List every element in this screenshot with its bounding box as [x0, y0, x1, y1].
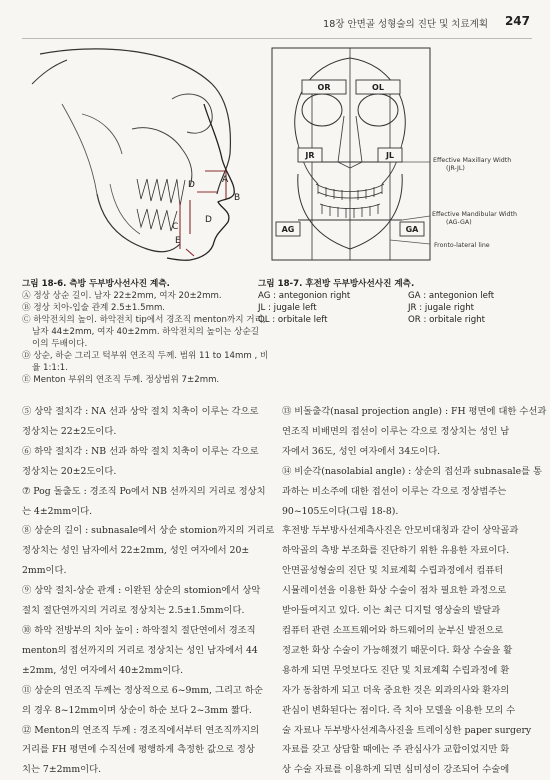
body-column-left	[22, 402, 275, 780]
label-max-width-sub: (JR-JL)	[446, 165, 465, 172]
caption-figure-18-7	[258, 278, 533, 326]
caption-cell: JL : jugale left	[258, 303, 317, 313]
body-text-line: 정상치는 20±2도이다.	[22, 465, 117, 477]
body-text-line: 자에서 36도, 성인 여자에서 34도이다.	[282, 445, 441, 457]
body-text-line: 정상치는 성인 남자에서 22±2mm, 성인 여자에서 20±	[22, 545, 250, 557]
point-label: D	[188, 180, 195, 190]
caption-title: 그림 18-6. 측방 두부방사선사진 계측.	[22, 279, 170, 289]
body-text-line: 자가 동참하게 되고 더욱 중요한 것은 외과의사와 환자의	[282, 684, 510, 696]
page-number: 247	[504, 14, 530, 28]
figure-lateral-ceph	[22, 44, 252, 269]
caption-cell: AG : antegonion right	[258, 291, 351, 301]
body-text-line: 관심이 변화된다는 점이다. 즉 치아 모델을 이용한 모의 수	[282, 704, 516, 716]
caption-cell: JR : jugale right	[408, 303, 475, 313]
body-text-line: 치는 7±2mm이다.	[22, 764, 102, 776]
caption-row	[258, 302, 533, 314]
body-text-line: 의 경우 8~12mm이며 상순이 하순 보다 2~3mm 짧다.	[22, 704, 252, 716]
body-text-line: ⑫ Menton의 연조직 두께 : 경조직에서부터 연조직까지의	[22, 724, 260, 736]
body-text-line: 안면골성형술의 진단 및 치료계획 수립과정에서 컴퓨터	[282, 565, 504, 577]
caption-line: Ⓐ 정상 상순 길이. 남자 22±2mm, 여자 20±2mm.	[22, 291, 222, 301]
body-text-line: 정교한 화상 수술이 가능해졌기 때문이다. 화상 수술을 활	[282, 644, 513, 656]
label-fronto-lateral: Fronto-lateral line	[434, 242, 490, 249]
body-text-line: 자료를 갖고 상담할 때에는 주 관심사가 교합이었지만 화	[282, 744, 510, 756]
caption-line: 이의 두배이다.	[32, 339, 88, 349]
running-title: 18장 안면골 성형술의 진단 및 치료계획	[323, 19, 488, 30]
body-text-line: 후전방 두부방사선계측사진은 안모비대칭과 같이 상악골과	[282, 525, 519, 537]
point-label: A	[222, 175, 229, 185]
body-text-line: 하악골의 측방 부조화를 진단하기 위한 유용한 자료이다.	[282, 545, 510, 557]
caption-line: 남자 44±2mm, 여자 40±2mm. 하악전치의 높이는 상순길	[32, 327, 260, 337]
caption-line: Ⓑ 정상 치아-입술 관계 2.5±1.5mm.	[22, 303, 166, 313]
body-text-line: 는 4±2mm이다.	[22, 505, 93, 517]
body-text-line: 90~105도이다(그림 18-8).	[282, 505, 399, 517]
body-text-line: 정상치는 22±2도이다.	[22, 425, 117, 437]
body-text-line: ⑧ 상순의 길이 : subnasale에서 상순 stomion까지의 거리로	[22, 525, 275, 537]
body-text-line: ⑬ 비돌출각(nasal projection angle) : FH 평면에 대한 수선과	[282, 406, 547, 417]
label-ag: AG	[281, 225, 295, 234]
header-rule	[22, 38, 532, 39]
body-text-line: 술 자료나 두부방사선계측사진을 트레이싱한 paper surgery	[282, 724, 532, 736]
caption-row	[258, 314, 533, 326]
caption-line: Ⓒ 하악전치의 높이. 하악전치 tip에서 경조직 menton까지 거리,	[22, 315, 266, 325]
label-max-width: Effective Maxillary Width	[433, 157, 512, 164]
body-text-line: ⑨ 상악 절치-상순 관계 : 이완된 상순의 stomion에서 상악	[22, 585, 261, 597]
point-label: E	[175, 236, 181, 246]
caption-cell: OR : orbitale right	[408, 315, 485, 325]
body-text-line: 절치 절단연까지의 거리로 정상치는 2.5±1.5mm이다.	[22, 605, 245, 617]
body-column-right	[282, 402, 547, 780]
label-mand-width: Effective Mandibular Width	[432, 211, 517, 218]
pa-ceph-illustration	[258, 44, 533, 264]
caption-line: 율 1:1:1.	[32, 363, 68, 373]
figure-pa-ceph	[258, 44, 533, 264]
label-ga: GA	[405, 225, 419, 234]
label-mand-width-sub: (AG-GA)	[446, 219, 472, 226]
point-label: C	[172, 222, 179, 232]
body-text-line: ⑭ 비순각(nasolabial angle) : 상순의 접선과 subnasale를 통	[282, 465, 542, 477]
body-text-line: ⑦ Pog 돌출도 : 경조직 Po에서 NB 선까지의 거리로 정상치	[22, 485, 266, 497]
body-text-line: ⑥ 하악 절치각 : NB 선과 하악 절치 치축이 이루는 각으로	[22, 445, 259, 457]
body-text-line: ±2mm, 성인 여자에서 40±2mm이다.	[22, 664, 184, 676]
body-text-line: 연조직 비배면의 접선이 이루는 각으로 정상치는 성인 남	[282, 425, 510, 437]
label-ol: OL	[372, 83, 384, 92]
body-text-line: ⑤ 상악 절치각 : NA 선과 상악 절치 치축이 이루는 각으로	[22, 406, 259, 417]
label-or: OR	[317, 83, 331, 92]
body-text-line: 컴퓨터 관련 소프트웨어와 하드웨어의 눈부신 발전으로	[282, 624, 504, 636]
label-jl: JL	[385, 151, 395, 160]
body-text-line: 받아들여지고 있다. 이는 최근 디지털 영상술의 발달과	[282, 605, 501, 617]
body-text-line: 과하는 비소주에 대한 접선이 이루는 각으로 정상범주는	[282, 485, 507, 497]
body-text-line: 2mm이다.	[22, 565, 67, 577]
caption-line: Ⓔ Menton 부위의 연조직 두께. 정상범위 7±2mm.	[22, 375, 220, 385]
body-text-line: 시뮬레이션을 이용한 화상 수술이 점차 필요한 과정으로	[282, 585, 507, 597]
body-text-line: 용하게 되면 무엇보다도 진단 및 치료계획 수립과정에 환	[282, 664, 510, 676]
label-jr: JR	[305, 151, 315, 160]
caption-cell: OL : orbitale left	[258, 315, 328, 325]
page-header	[0, 14, 550, 34]
point-label: D	[205, 215, 212, 225]
body-text-line: menton의 접선까지의 거리로 정상치는 성인 남자에서 44	[22, 644, 258, 656]
caption-title: 그림 18-7. 후전방 두부방사선사진 계측.	[258, 279, 415, 289]
body-text-line: ⑩ 하악 전방부의 치아 높이 : 하악절치 절단연에서 경조직	[22, 624, 256, 636]
caption-figure-18-6	[22, 278, 267, 386]
body-text-line: 거리를 FH 평면에 수직선에 평행하게 측정한 값으로 정상	[22, 744, 255, 756]
body-text-line: 상 수술 자료를 이용하게 되면 심미성이 강조되어 수술에	[282, 764, 510, 776]
point-label: B	[234, 193, 241, 203]
caption-row	[258, 290, 533, 302]
lateral-ceph-illustration	[22, 44, 252, 269]
caption-cell: GA : antegonion left	[408, 291, 495, 301]
caption-line: Ⓓ 상순, 하순 그리고 턱부위 연조직 두께. 범위 11 to 14mm , 비	[22, 351, 269, 361]
body-text-line: ⑪ 상순의 연조직 두께는 정상적으로 6~9mm, 그리고 하순	[22, 684, 263, 696]
